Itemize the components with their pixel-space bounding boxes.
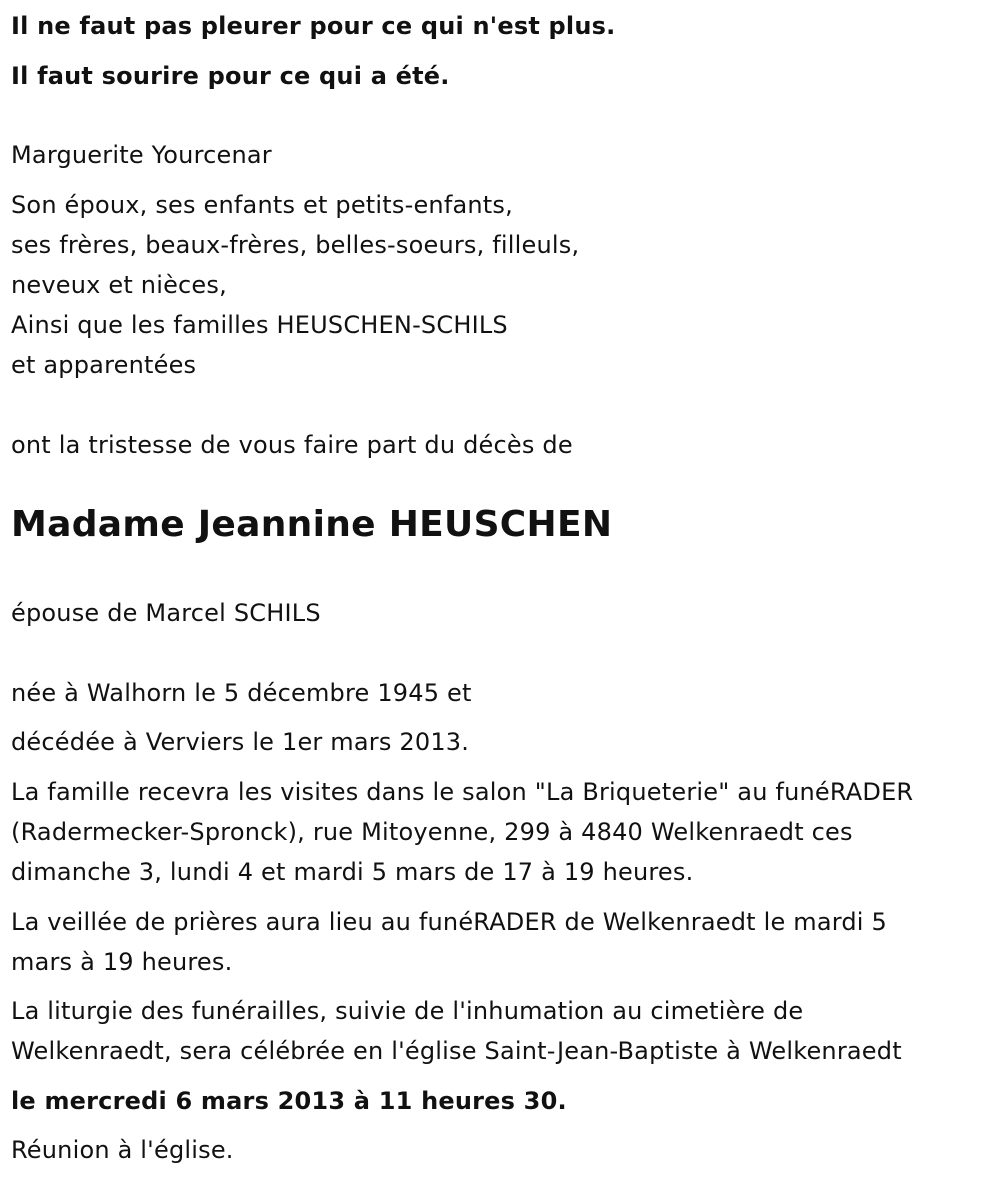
vigil-line: La veillée de prières aura lieu au funéRADER de Welkenraedt le mardi 5 [11,908,887,936]
funeral-paragraph [11,991,902,1071]
quote-line-1: Il ne faut pas pleurer pour ce qui n'est plus. [11,12,616,40]
spouse-text: épouse de Marcel SCHILS [11,599,321,627]
vigil-paragraph [11,902,887,982]
announcement-text: ont la tristesse de vous faire part du décès de [11,431,573,459]
death-text: décédée à Verviers le 1er mars 2013. [11,728,470,756]
visits-line: dimanche 3, lundi 4 et mardi 5 mars de 17 à 19 heures. [11,858,694,886]
funeral-line: Welkenraedt, sera célébrée en l'église Saint-Jean-Baptiste à Welkenraedt [11,1037,902,1065]
family-list [11,185,579,385]
family-line: Ainsi que les familles HEUSCHEN-SCHILS [11,311,508,339]
vigil-line: mars à 19 heures. [11,948,233,976]
visits-line: La famille recevra les visites dans le salon "La Briqueterie" au funéRADER [11,778,914,806]
quote-line-2: Il faut sourire pour ce qui a été. [11,62,450,90]
quote-author: Marguerite Yourcenar [11,141,272,169]
birth-text: née à Walhorn le 5 décembre 1945 et [11,679,472,707]
visits-paragraph [11,772,913,892]
meeting-text: Réunion à l'église. [11,1136,234,1164]
family-line: neveux et nièces, [11,271,227,299]
deceased-name: Madame Jeannine HEUSCHEN [11,504,613,545]
funeral-date: le mercredi 6 mars 2013 à 11 heures 30. [11,1087,567,1115]
visits-line: (Radermecker-Spronck), rue Mitoyenne, 299 à 4840 Welkenraedt ces [11,818,853,846]
family-line: ses frères, beaux-frères, belles-soeurs, filleuls, [11,231,580,259]
family-line: et apparentées [11,351,197,379]
funeral-line: La liturgie des funérailles, suivie de l'inhumation au cimetière de [11,997,804,1025]
family-line: Son époux, ses enfants et petits-enfants, [11,191,513,219]
